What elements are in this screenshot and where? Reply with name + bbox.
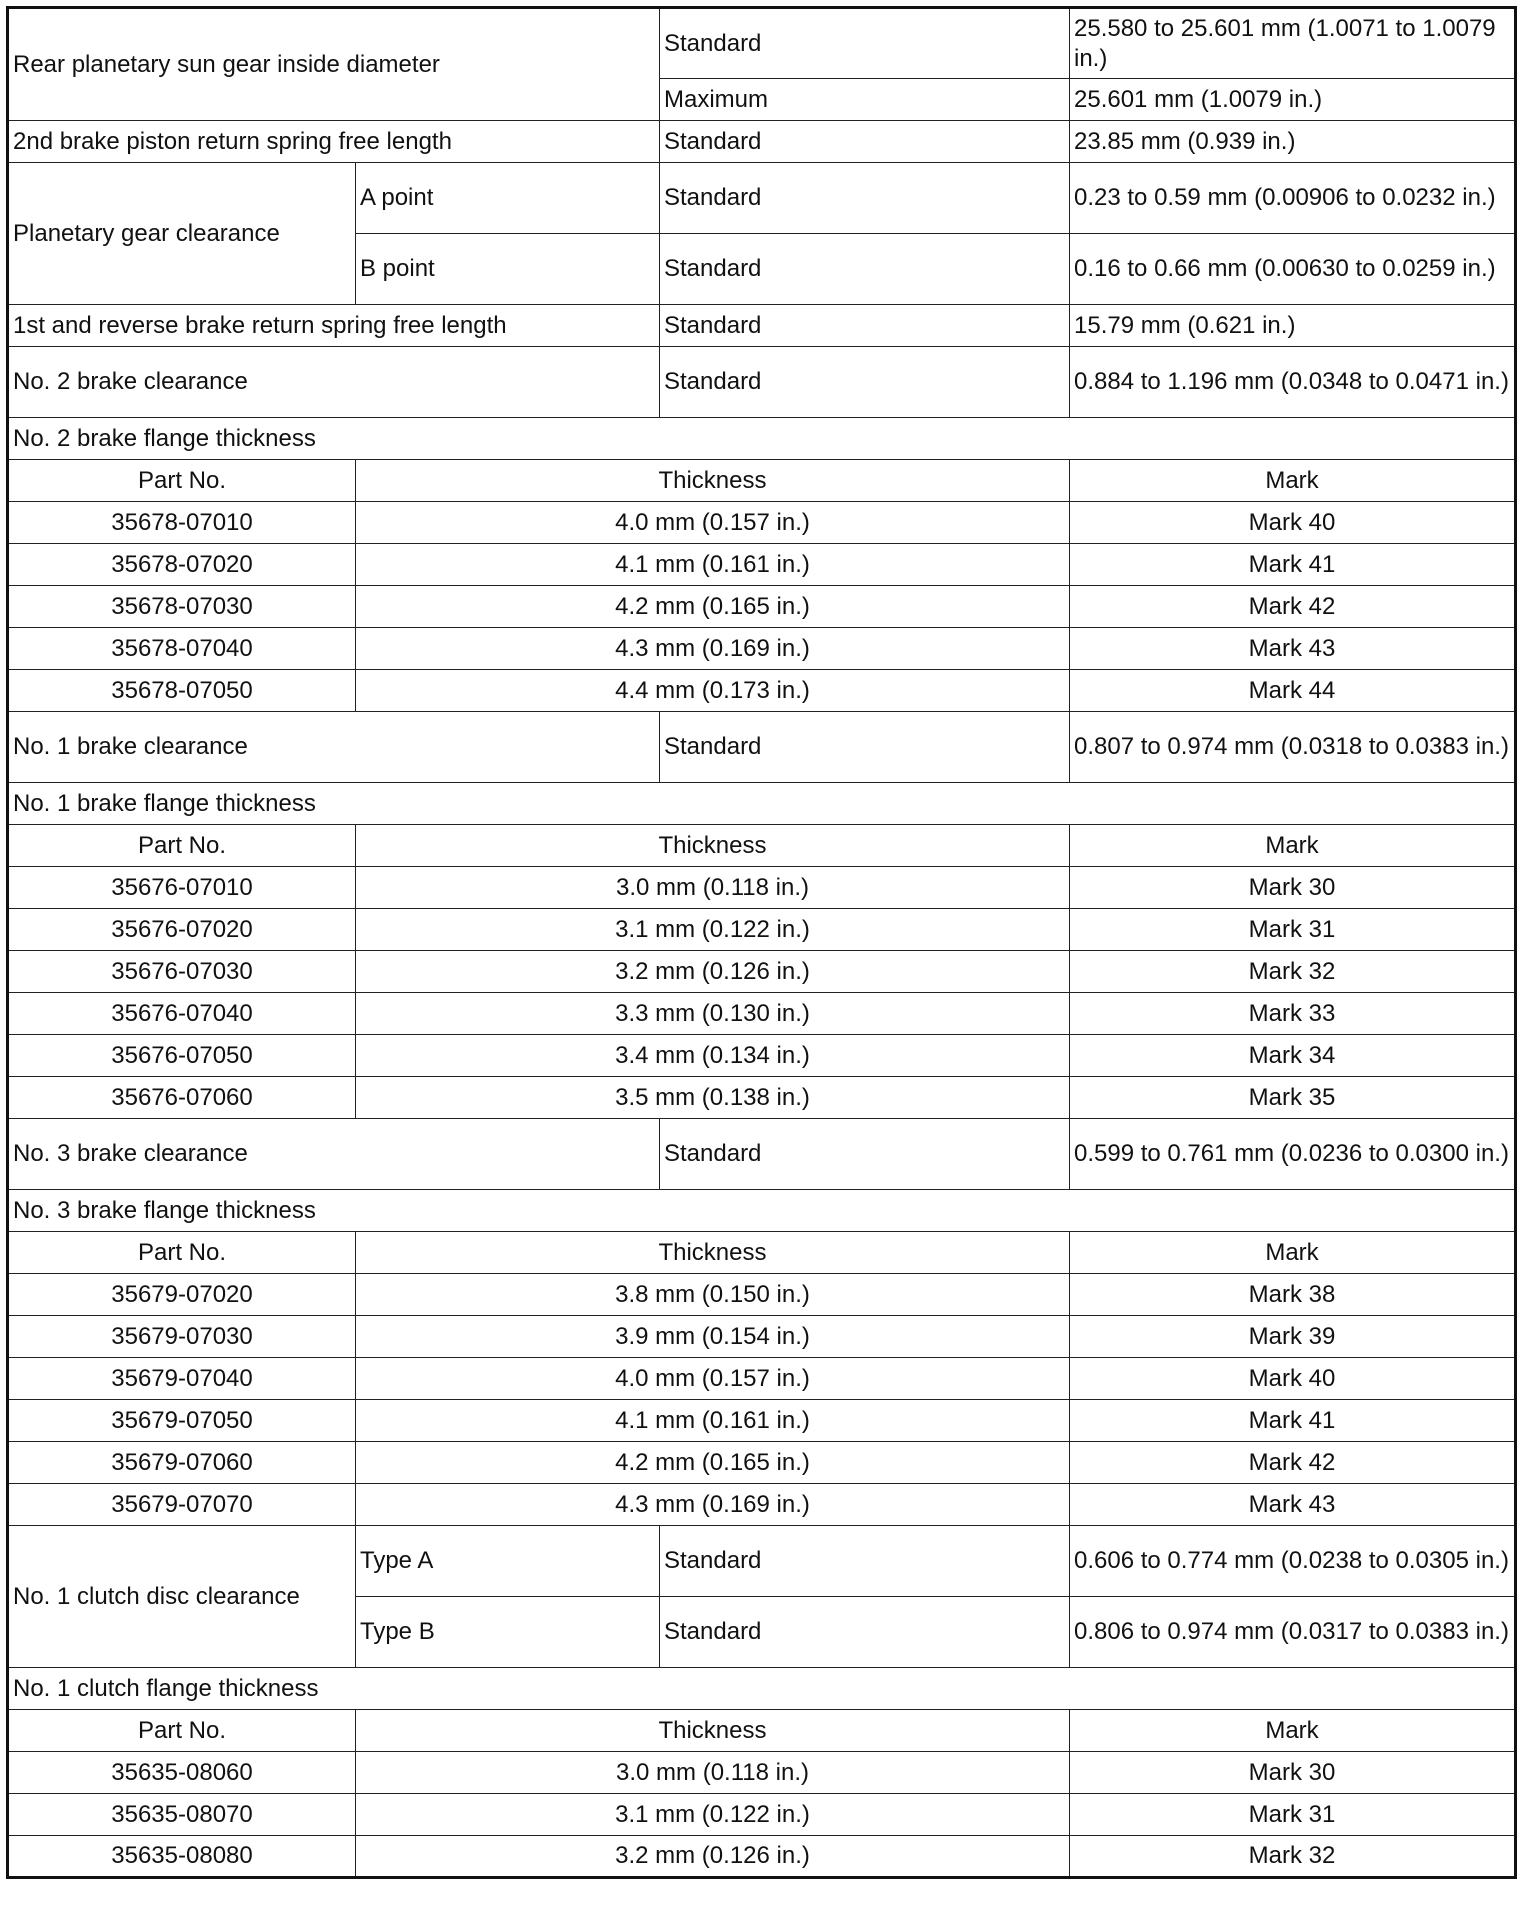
thickness-header: Thickness — [356, 460, 1070, 502]
no3-brake-clearance-cond: Standard — [660, 1119, 1070, 1190]
mark-value: Mark 42 — [1070, 1442, 1516, 1484]
spec-table-container — [6, 6, 1517, 1879]
specification-table — [6, 6, 1517, 1879]
table-row — [8, 993, 1516, 1035]
part-number: 35635-08060 — [8, 1752, 356, 1794]
mark-value: Mark 42 — [1070, 586, 1516, 628]
mark-value: Mark 30 — [1070, 1752, 1516, 1794]
mark-value: Mark 30 — [1070, 867, 1516, 909]
part-number: 35676-07060 — [8, 1077, 356, 1119]
first-reverse-spring-label: 1st and reverse brake return spring free length — [8, 305, 660, 347]
table-header-row — [8, 460, 1516, 502]
no1-brake-clearance-label: No. 1 brake clearance — [8, 712, 660, 783]
thickness-value: 3.2 mm (0.126 in.) — [356, 1836, 1070, 1878]
part-number: 35635-08080 — [8, 1836, 356, 1878]
thickness-value: 3.0 mm (0.118 in.) — [356, 1752, 1070, 1794]
table-row — [8, 163, 1516, 234]
mark-value: Mark 31 — [1070, 909, 1516, 951]
planetary-a-point: A point — [356, 163, 660, 234]
thickness-value: 4.3 mm (0.169 in.) — [356, 628, 1070, 670]
no2-brake-clearance-value: 0.884 to 1.196 mm (0.0348 to 0.0471 in.) — [1070, 347, 1516, 418]
mark-value: Mark 32 — [1070, 951, 1516, 993]
thickness-value: 4.4 mm (0.173 in.) — [356, 670, 1070, 712]
planetary-clearance-label: Planetary gear clearance — [8, 163, 356, 305]
table-row — [8, 1752, 1516, 1794]
table-row — [8, 1274, 1516, 1316]
part-number: 35679-07060 — [8, 1442, 356, 1484]
table-row — [8, 1119, 1516, 1190]
part-number: 35678-07030 — [8, 586, 356, 628]
mark-value: Mark 44 — [1070, 670, 1516, 712]
part-number: 35678-07050 — [8, 670, 356, 712]
no3-brake-clearance-label: No. 3 brake clearance — [8, 1119, 660, 1190]
section-title-row — [8, 418, 1516, 460]
table-row — [8, 8, 1516, 79]
thickness-value: 3.1 mm (0.122 in.) — [356, 909, 1070, 951]
second-brake-spring-value: 23.85 mm (0.939 in.) — [1070, 121, 1516, 163]
clutch-type-b: Type B — [356, 1597, 660, 1668]
part-number: 35676-07010 — [8, 867, 356, 909]
part-number: 35679-07040 — [8, 1358, 356, 1400]
thickness-header: Thickness — [356, 1710, 1070, 1752]
thickness-value: 4.2 mm (0.165 in.) — [356, 586, 1070, 628]
thickness-value: 3.1 mm (0.122 in.) — [356, 1794, 1070, 1836]
section-title-row — [8, 783, 1516, 825]
no1-brake-flange-title: No. 1 brake flange thickness — [8, 783, 1516, 825]
part-number: 35678-07020 — [8, 544, 356, 586]
thickness-header: Thickness — [356, 1232, 1070, 1274]
clutch-type-b-cond: Standard — [660, 1597, 1070, 1668]
table-row — [8, 121, 1516, 163]
no3-brake-clearance-value: 0.599 to 0.761 mm (0.0236 to 0.0300 in.) — [1070, 1119, 1516, 1190]
part-number: 35635-08070 — [8, 1794, 356, 1836]
table-row — [8, 628, 1516, 670]
section-title-row — [8, 1190, 1516, 1232]
table-row — [8, 347, 1516, 418]
section-title-row — [8, 1668, 1516, 1710]
planetary-a-value: 0.23 to 0.59 mm (0.00906 to 0.0232 in.) — [1070, 163, 1516, 234]
table-header-row — [8, 1710, 1516, 1752]
mark-header: Mark — [1070, 460, 1516, 502]
thickness-value: 4.0 mm (0.157 in.) — [356, 502, 1070, 544]
mark-value: Mark 32 — [1070, 1836, 1516, 1878]
first-reverse-spring-cond: Standard — [660, 305, 1070, 347]
table-row — [8, 909, 1516, 951]
thickness-value: 4.2 mm (0.165 in.) — [356, 1442, 1070, 1484]
table-row — [8, 1316, 1516, 1358]
part-number: 35679-07050 — [8, 1400, 356, 1442]
first-reverse-spring-value: 15.79 mm (0.621 in.) — [1070, 305, 1516, 347]
mark-value: Mark 40 — [1070, 1358, 1516, 1400]
table-header-row — [8, 825, 1516, 867]
second-brake-spring-label: 2nd brake piston return spring free length — [8, 121, 660, 163]
table-row — [8, 1794, 1516, 1836]
mark-header: Mark — [1070, 1232, 1516, 1274]
thickness-value: 3.4 mm (0.134 in.) — [356, 1035, 1070, 1077]
mark-value: Mark 40 — [1070, 502, 1516, 544]
thickness-header: Thickness — [356, 825, 1070, 867]
mark-value: Mark 35 — [1070, 1077, 1516, 1119]
part-number: 35676-07030 — [8, 951, 356, 993]
no1-brake-clearance-value: 0.807 to 0.974 mm (0.0318 to 0.0383 in.) — [1070, 712, 1516, 783]
part-no-header: Part No. — [8, 1710, 356, 1752]
thickness-value: 4.1 mm (0.161 in.) — [356, 1400, 1070, 1442]
mark-value: Mark 38 — [1070, 1274, 1516, 1316]
table-row — [8, 544, 1516, 586]
sun-gear-maximum-value: 25.601 mm (1.0079 in.) — [1070, 79, 1516, 121]
part-number: 35679-07070 — [8, 1484, 356, 1526]
mark-value: Mark 43 — [1070, 1484, 1516, 1526]
no1-clutch-clearance-label: No. 1 clutch disc clearance — [8, 1526, 356, 1668]
table-row — [8, 1484, 1516, 1526]
second-brake-spring-cond: Standard — [660, 121, 1070, 163]
mark-header: Mark — [1070, 825, 1516, 867]
part-no-header: Part No. — [8, 1232, 356, 1274]
table-row — [8, 1526, 1516, 1597]
thickness-value: 3.9 mm (0.154 in.) — [356, 1316, 1070, 1358]
table-row — [8, 305, 1516, 347]
thickness-value: 3.8 mm (0.150 in.) — [356, 1274, 1070, 1316]
part-number: 35678-07040 — [8, 628, 356, 670]
table-row — [8, 1035, 1516, 1077]
mark-value: Mark 31 — [1070, 1794, 1516, 1836]
mark-value: Mark 33 — [1070, 993, 1516, 1035]
part-number: 35676-07040 — [8, 993, 356, 1035]
planetary-a-cond: Standard — [660, 163, 1070, 234]
planetary-b-cond: Standard — [660, 234, 1070, 305]
mark-value: Mark 41 — [1070, 544, 1516, 586]
part-number: 35676-07020 — [8, 909, 356, 951]
table-row — [8, 1077, 1516, 1119]
no2-brake-clearance-label: No. 2 brake clearance — [8, 347, 660, 418]
planetary-b-value: 0.16 to 0.66 mm (0.00630 to 0.0259 in.) — [1070, 234, 1516, 305]
thickness-value: 3.5 mm (0.138 in.) — [356, 1077, 1070, 1119]
table-row — [8, 502, 1516, 544]
table-row — [8, 1442, 1516, 1484]
part-no-header: Part No. — [8, 460, 356, 502]
thickness-value: 4.1 mm (0.161 in.) — [356, 544, 1070, 586]
clutch-type-a-cond: Standard — [660, 1526, 1070, 1597]
no1-clutch-flange-title: No. 1 clutch flange thickness — [8, 1668, 1516, 1710]
part-number: 35679-07030 — [8, 1316, 356, 1358]
planetary-b-point: B point — [356, 234, 660, 305]
table-row — [8, 867, 1516, 909]
part-number: 35679-07020 — [8, 1274, 356, 1316]
table-header-row — [8, 1232, 1516, 1274]
no2-brake-clearance-cond: Standard — [660, 347, 1070, 418]
no1-brake-clearance-cond: Standard — [660, 712, 1070, 783]
table-row — [8, 1358, 1516, 1400]
thickness-value: 4.3 mm (0.169 in.) — [356, 1484, 1070, 1526]
mark-value: Mark 43 — [1070, 628, 1516, 670]
clutch-type-a-value: 0.606 to 0.774 mm (0.0238 to 0.0305 in.) — [1070, 1526, 1516, 1597]
table-row — [8, 1400, 1516, 1442]
thickness-value: 4.0 mm (0.157 in.) — [356, 1358, 1070, 1400]
thickness-value: 3.3 mm (0.130 in.) — [356, 993, 1070, 1035]
mark-value: Mark 34 — [1070, 1035, 1516, 1077]
sun-gear-maximum-label: Maximum — [660, 79, 1070, 121]
clutch-type-b-value: 0.806 to 0.974 mm (0.0317 to 0.0383 in.) — [1070, 1597, 1516, 1668]
thickness-value: 3.2 mm (0.126 in.) — [356, 951, 1070, 993]
mark-value: Mark 41 — [1070, 1400, 1516, 1442]
no3-brake-flange-title: No. 3 brake flange thickness — [8, 1190, 1516, 1232]
mark-header: Mark — [1070, 1710, 1516, 1752]
part-number: 35678-07010 — [8, 502, 356, 544]
thickness-value: 3.0 mm (0.118 in.) — [356, 867, 1070, 909]
table-row — [8, 670, 1516, 712]
sun-gear-standard-label: Standard — [660, 8, 1070, 79]
part-no-header: Part No. — [8, 825, 356, 867]
part-number: 35676-07050 — [8, 1035, 356, 1077]
sun-gear-standard-value: 25.580 to 25.601 mm (1.0071 to 1.0079 in.) — [1070, 8, 1516, 79]
mark-value: Mark 39 — [1070, 1316, 1516, 1358]
clutch-type-a: Type A — [356, 1526, 660, 1597]
no2-brake-flange-title: No. 2 brake flange thickness — [8, 418, 1516, 460]
table-row — [8, 712, 1516, 783]
table-row — [8, 951, 1516, 993]
sun-gear-label: Rear planetary sun gear inside diameter — [8, 8, 660, 121]
table-row — [8, 586, 1516, 628]
table-row — [8, 1836, 1516, 1878]
